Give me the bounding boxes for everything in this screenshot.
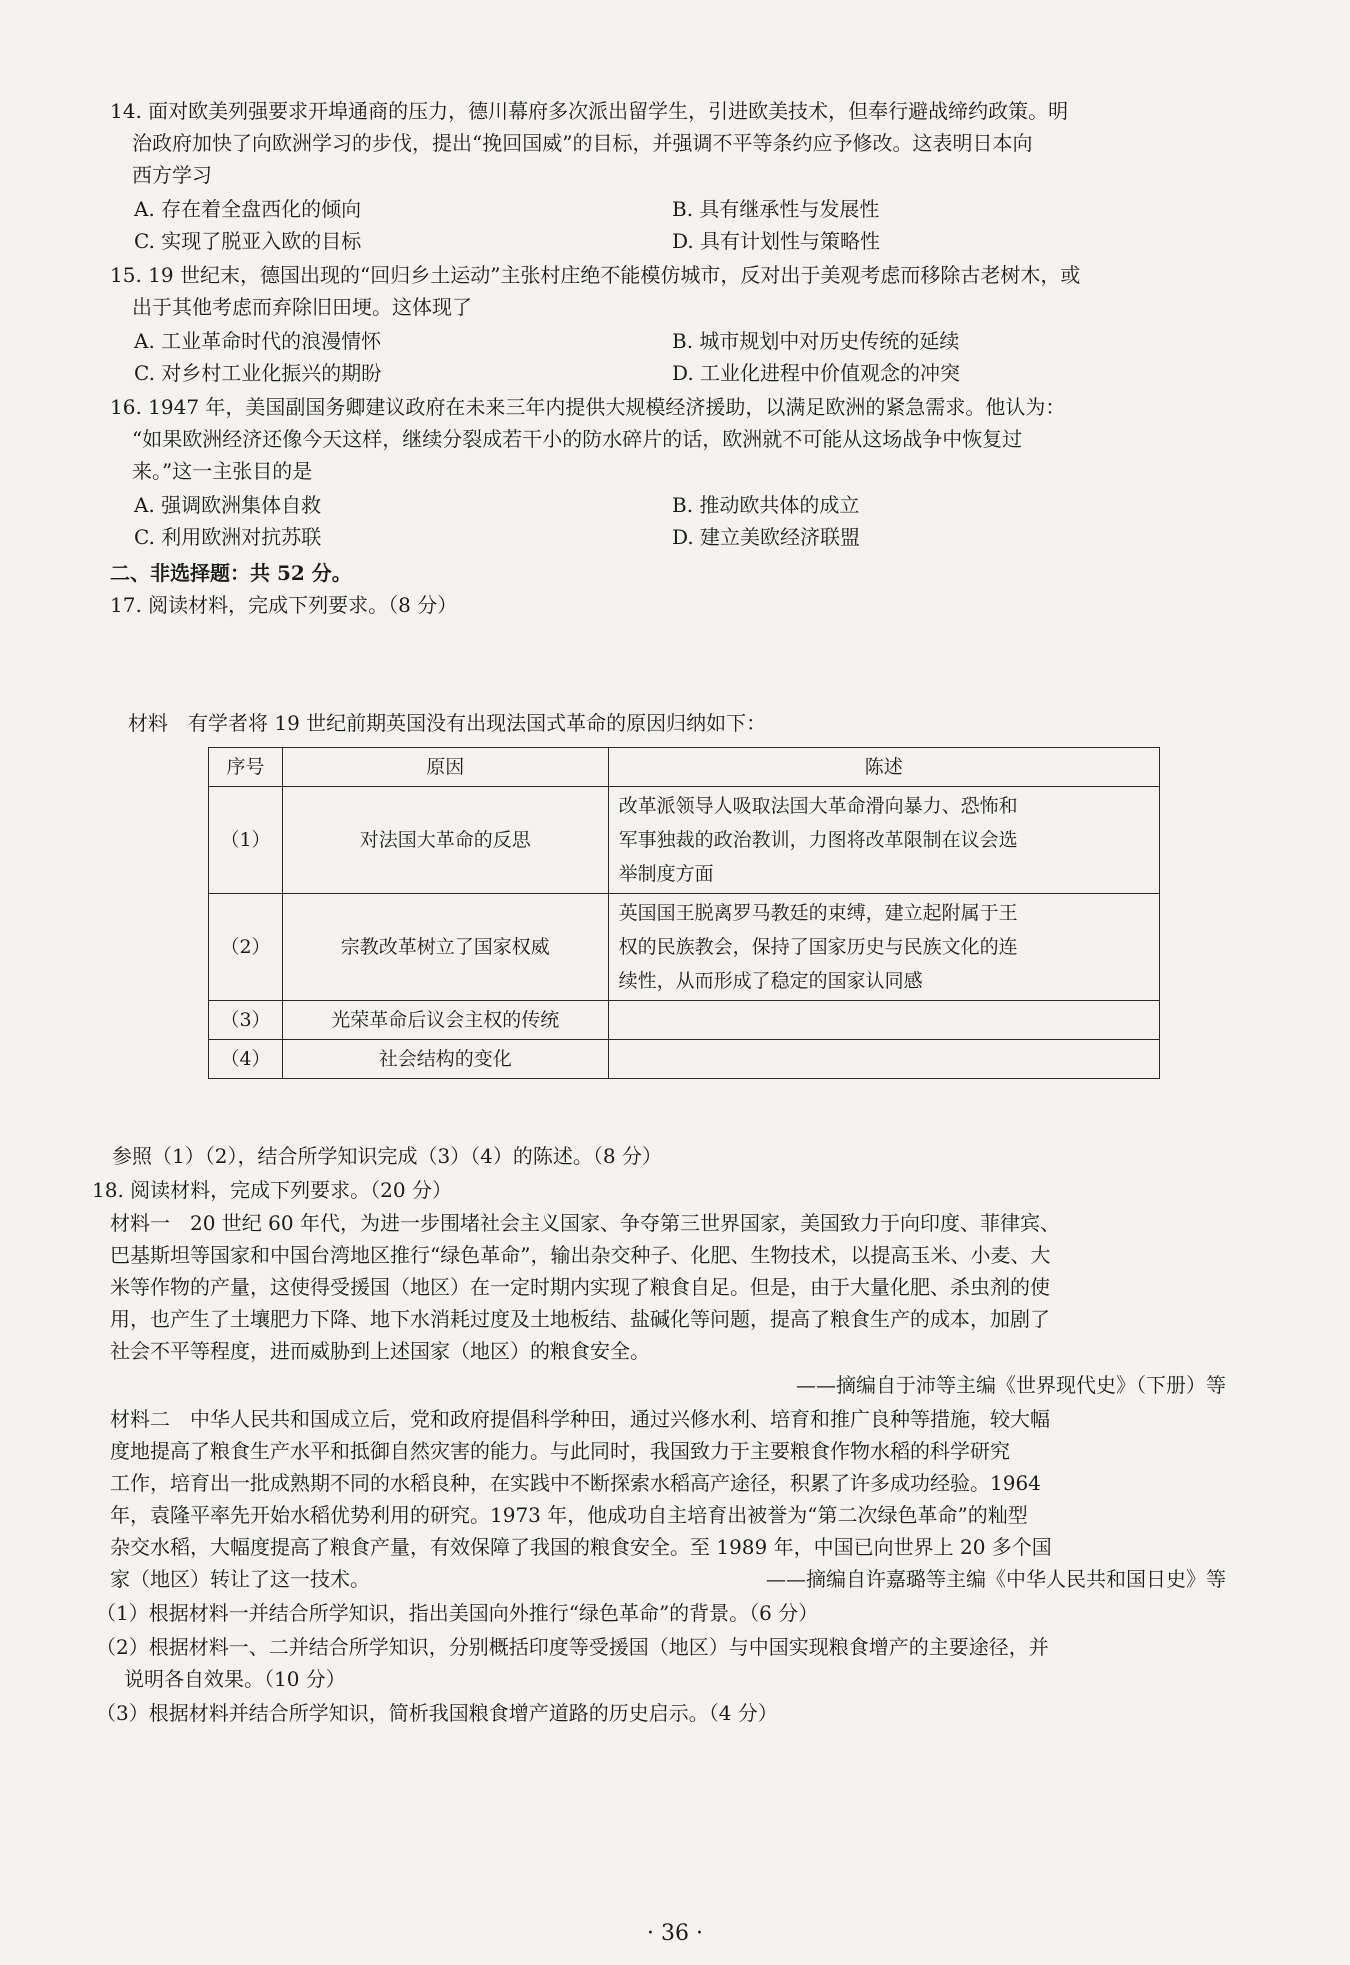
section-heading: 二、非选择题：共 52 分。 — [110, 561, 352, 585]
q16-option-c: C. 利用欧洲对抗苏联 — [134, 525, 322, 549]
q18-material2-source: ——摘编自许嘉璐等主编《中华人民共和国日史》等 — [766, 1567, 1226, 1591]
desc-line: 英国国王脱离罗马教廷的束缚，建立起附属于王 — [618, 902, 1018, 924]
table-row — [209, 787, 1160, 894]
q15-stem-line-2: 出于其他考虑而弃除旧田埂。这体现了 — [132, 295, 472, 319]
q15-stem-line-1: 15. 19 世纪末，德国出现的“回归乡土运动”主张村庄绝不能模仿城市，反对出于美观考虑而移除古老树木，或 — [110, 263, 1081, 287]
q15-option-d: D. 工业化进程中价值观念的冲突 — [672, 361, 961, 385]
q18-material2-line-3: 工作，培育出一批成熟期不同的水稻良种，在实践中不断探索水稻高产途径，积累了许多成功经验。1964 — [110, 1471, 1041, 1495]
q17-table — [208, 747, 1160, 1079]
q18-material1-line-3: 米等作物的产量，这使得受援国（地区）在一定时期内实现了粮食自足。但是，由于大量化肥、杀虫剂的使 — [110, 1275, 1050, 1299]
q16-option-d: D. 建立美欧经济联盟 — [672, 525, 861, 549]
row-no: （4） — [209, 1040, 283, 1079]
desc-line: 续性，从而形成了稳定的国家认同感 — [618, 970, 923, 992]
desc-line: 权的民族教会，保持了国家历史与民族文化的连 — [618, 936, 1018, 958]
q18-material2-line-4: 年，袁隆平率先开始水稻优势利用的研究。1973 年，他成功自主培育出被誉为“第二次绿色革命”的籼型 — [110, 1503, 1028, 1527]
q18-material2-line-1: 材料二 中华人民共和国成立后，党和政府提倡科学种田，通过兴修水利、培育和推广良种等措施，较大幅 — [110, 1407, 1050, 1431]
q14-option-d: D. 具有计划性与策略性 — [672, 229, 881, 253]
q18-material1-line-2: 巴基斯坦等国家和中国台湾地区推行“绿色革命”，输出杂交种子、化肥、生物技术，以提高玉米、小麦、大 — [110, 1243, 1051, 1267]
q18-material2-line-2: 度地提高了粮食生产水平和抵御自然灾害的能力。与此同时，我国致力于主要粮食作物水稻的科学研究 — [110, 1439, 1010, 1463]
table-row — [209, 1001, 1160, 1040]
q18-question-1: （1）根据材料一并结合所学知识，指出美国向外推行“绿色革命”的背景。（6 分） — [96, 1601, 819, 1625]
row-no: （1） — [209, 787, 283, 894]
q18-material2-line-5: 杂交水稻，大幅度提高了粮食产量，有效保障了我国的粮食安全。至 1989 年，中国已向世界上 20 多个国 — [110, 1535, 1052, 1559]
q16-stem-line-3: 来。”这一主张目的是 — [132, 459, 313, 483]
page-number: · 36 · — [647, 1921, 703, 1946]
q14-stem-line-3: 西方学习 — [132, 163, 212, 187]
q18-title: 18. 阅读材料，完成下列要求。（20 分） — [92, 1178, 452, 1202]
q18-question-3: （3）根据材料并结合所学知识，简析我国粮食增产道路的历史启示。（4 分） — [96, 1701, 778, 1725]
q18-question-2-cont: 说明各自效果。（10 分） — [124, 1667, 346, 1691]
table-header-no: 序号 — [209, 748, 283, 787]
row-reason: 光荣革命后议会主权的传统 — [282, 1001, 608, 1040]
desc-line: 军事独裁的政治教训，力图将改革限制在议会选 — [618, 829, 1018, 851]
row-reason: 社会结构的变化 — [282, 1040, 608, 1079]
q18-material2-line-6: 家（地区）转让了这一技术。 — [110, 1567, 370, 1591]
table-row — [209, 1040, 1160, 1079]
q16-stem-line-2: “如果欧洲经济还像今天这样，继续分裂成若干小的防水碎片的话，欧洲就不可能从这场战争中恢复过 — [132, 427, 1023, 451]
table-header-desc: 陈述 — [608, 748, 1159, 787]
row-reason: 对法国大革命的反思 — [282, 787, 608, 894]
q16-option-b: B. 推动欧共体的成立 — [672, 493, 860, 517]
row-desc — [608, 787, 1159, 894]
row-desc-empty — [608, 1040, 1159, 1079]
q14-option-c: C. 实现了脱亚入欧的目标 — [134, 229, 362, 253]
q14-stem-line-1: 14. 面对欧美列强要求开埠通商的压力，德川幕府多次派出留学生，引进欧美技术，但奉行避战缔约政策。明 — [110, 99, 1069, 123]
row-no: （2） — [209, 894, 283, 1001]
q14-stem-line-2: 治政府加快了向欧洲学习的步伐，提出“挽回国威”的目标，并强调不平等条约应予修改。这表明日本向 — [132, 131, 1033, 155]
q16-option-a: A. 强调欧洲集体自救 — [134, 493, 322, 517]
q18-material1-line-1: 材料一 20 世纪 60 年代，为进一步围堵社会主义国家、争夺第三世界国家，美国致力于向印度、菲律宾、 — [110, 1211, 1060, 1235]
q15-option-b: B. 城市规划中对历史传统的延续 — [672, 329, 960, 353]
q18-material1-source: ——摘编自于沛等主编《世界现代史》（下册）等 — [796, 1373, 1226, 1397]
q14-option-a: A. 存在着全盘西化的倾向 — [134, 197, 362, 221]
desc-line: 改革派领导人吸取法国大革命滑向暴力、恐怖和 — [618, 795, 1018, 817]
q17-title: 17. 阅读材料，完成下列要求。（8 分） — [110, 593, 458, 617]
table-header-row — [209, 748, 1160, 787]
q15-option-a: A. 工业革命时代的浪漫情怀 — [134, 329, 382, 353]
q17-material: 材料 有学者将 19 世纪前期英国没有出现法国式革命的原因归纳如下： — [128, 711, 767, 735]
q18-question-2: （2）根据材料一、二并结合所学知识，分别概括印度等受援国（地区）与中国实现粮食增产的主要途径，并 — [96, 1635, 1049, 1659]
table-row — [209, 894, 1160, 1001]
q18-material1-line-4: 用，也产生了土壤肥力下降、地下水消耗过度及土地板结、盐碱化等问题，提高了粮食生产的成本，加剧了 — [110, 1307, 1050, 1331]
q16-stem-line-1: 16. 1947 年，美国副国务卿建议政府在未来三年内提供大规模经济援助，以满足欧洲的紧急需求。他认为： — [110, 395, 1066, 419]
q17-requirement: 参照（1）（2），结合所学知识完成（3）（4）的陈述。（8 分） — [112, 1144, 662, 1168]
row-desc-empty — [608, 1001, 1159, 1040]
table-header-reason: 原因 — [282, 748, 608, 787]
q15-option-c: C. 对乡村工业化振兴的期盼 — [134, 361, 382, 385]
q14-option-b: B. 具有继承性与发展性 — [672, 197, 880, 221]
row-no: （3） — [209, 1001, 283, 1040]
row-desc — [608, 894, 1159, 1001]
q18-material1-line-5: 社会不平等程度，进而威胁到上述国家（地区）的粮食安全。 — [110, 1339, 650, 1363]
desc-line: 举制度方面 — [618, 863, 714, 885]
row-reason: 宗教改革树立了国家权威 — [282, 894, 608, 1001]
